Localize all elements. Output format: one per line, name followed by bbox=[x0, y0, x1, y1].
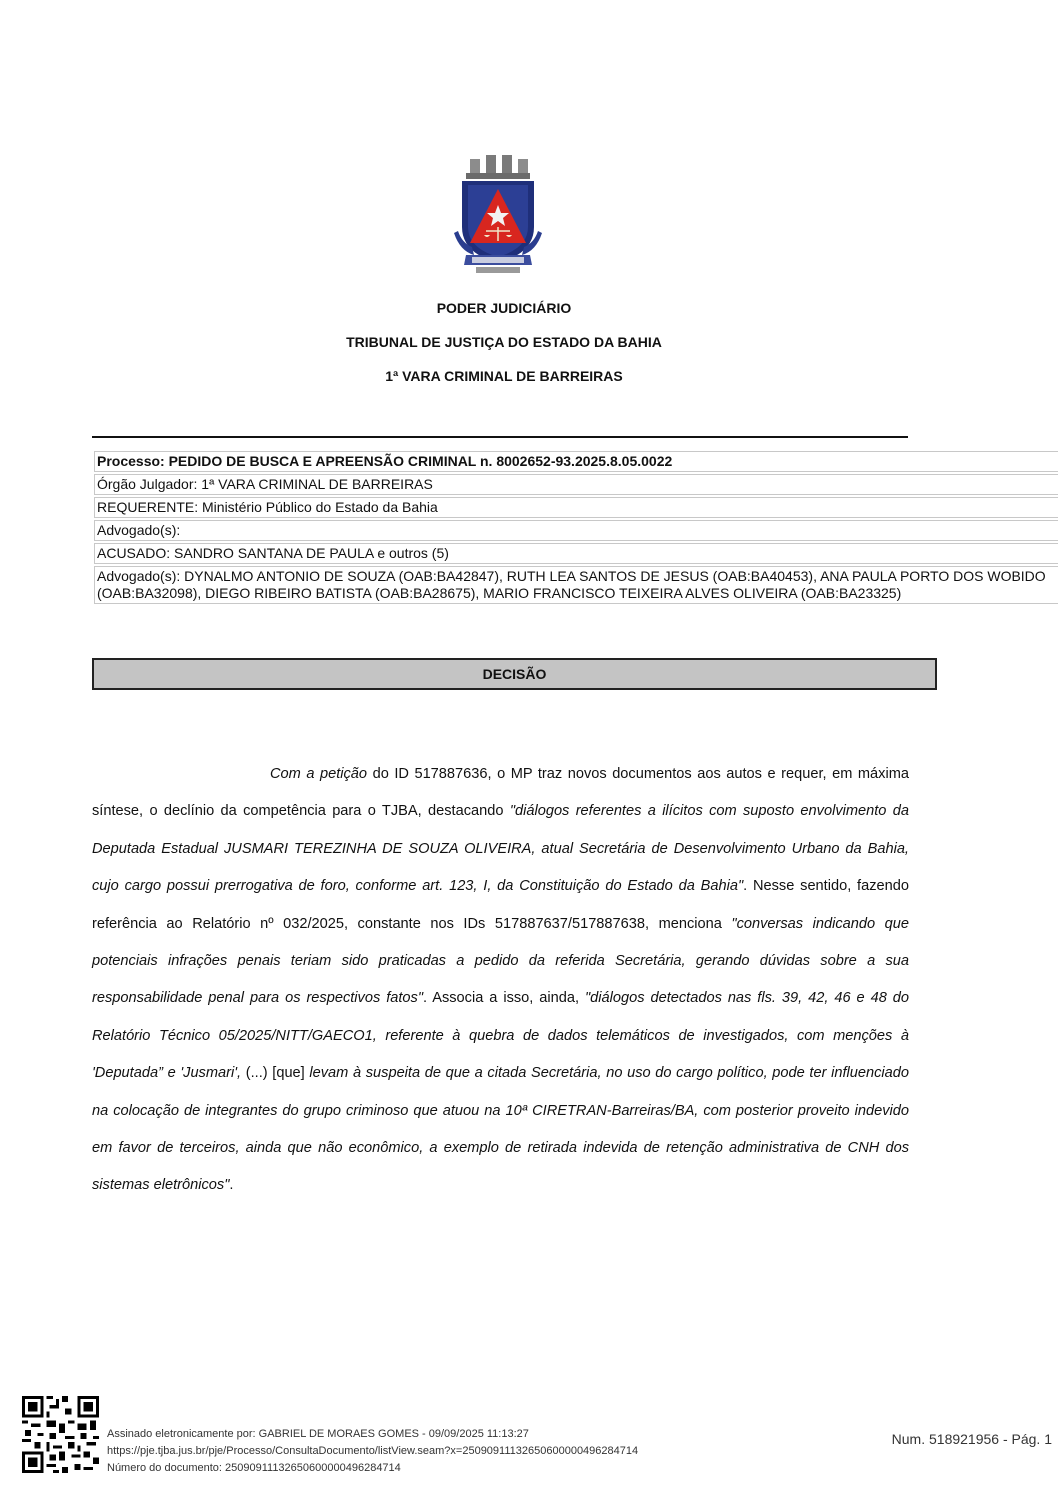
accused-lawyers: Advogado(s): DYNALMO ANTONIO DE SOUZA (OAB:BA42847), RUTH LEA SANTOS DE JESUS (OAB:BA40453), ANA PAULA PORTO DOS WOBIDO (OAB:BA32098), DIEGO RIBEIRO BATISTA (OAB:BA28675), MARIO FRANCISCO TEIXEIRA ALVES OLIVEIRA (OAB:BA23325) bbox=[94, 566, 1058, 604]
petitioner-lawyers: Advogado(s): bbox=[94, 520, 1058, 541]
body-quote: levam à suspeita de que a citada Secretária, no uso do cargo político, pode ter influenciado na colocação de integrantes do grupo criminoso que atuou na 10ª CIRETRAN-Barreiras/BA, com posterior proveito indevido em favor de terceiros, ainda que não econômico, a exemplo de retirada indevida de retenção administrativa de CNH dos sistemas eletrônicos" bbox=[92, 1065, 909, 1194]
body-quote: "conversas indicando que potenciais infrações penais teriam sido praticadas a pedido da referida Secretária, gerando dúvidas sobre a sua responsabilidade penal para os respectivos fatos" bbox=[92, 915, 909, 1007]
court-heading-power: PODER JUDICIÁRIO bbox=[436, 300, 572, 316]
body-segment: Com a petição bbox=[270, 766, 368, 782]
signed-by: Assinado eletronicamente por: GABRIEL DE MORAES GOMES - 09/09/2025 11:13:27 bbox=[107, 1428, 529, 1440]
coat-of-arms-emblem bbox=[452, 155, 544, 280]
body-segment: . bbox=[229, 1177, 234, 1194]
process-number: Processo: PEDIDO DE BUSCA E APREENSÃO CRIMINAL n. 8002652-93.2025.8.05.0022 bbox=[94, 451, 1058, 472]
accused: ACUSADO: SANDRO SANTANA DE PAULA e outros (5) bbox=[94, 543, 1058, 564]
page-number: Num. 518921956 - Pág. 1 bbox=[891, 1431, 1052, 1447]
signature-block bbox=[107, 1426, 638, 1477]
body-segment: (...) [que] bbox=[241, 1065, 310, 1082]
decision-title: DECISÃO bbox=[92, 658, 937, 690]
court-heading-tribunal: TRIBUNAL DE JUSTIÇA DO ESTADO DA BAHIA bbox=[346, 334, 662, 350]
judging-body: Órgão Julgador: 1ª VARA CRIMINAL DE BARREIRAS bbox=[94, 474, 1058, 495]
petitioner: REQUERENTE: Ministério Público do Estado da Bahia bbox=[94, 497, 1058, 518]
body-segment: do ID 517887636, o MP traz novos documentos aos autos e requer, em máxima síntese, o declínio da competência para o TJBA, destacando bbox=[92, 766, 909, 820]
court-heading-vara: 1ª VARA CRIMINAL DE BARREIRAS bbox=[385, 368, 623, 384]
body-segment: . Nesse sentido, fazendo referência ao Relatório nº 032/2025, constante nos IDs 517887637/517887638, menciona bbox=[92, 878, 909, 932]
body-quote: "diálogos referentes a ilícitos com suposto envolvimento da Deputada Estadual JUSMARI TEREZINHA DE SOUZA OLIVEIRA, atual Secretária de Desenvolvimento Urbano da Bahia, cujo cargo possui prerrogativa de foro, conforme art. 123, I, da Constituição do Estado da Bahia" bbox=[92, 803, 909, 895]
qr-code-icon bbox=[22, 1396, 99, 1473]
document-number: Número do documento: 25090911132650600000496284714 bbox=[107, 1462, 401, 1474]
verification-url[interactable]: https://pje.tjba.jus.br/pje/Processo/ConsultaDocumento/listView.seam?x=25090911132650600000496284714 bbox=[107, 1445, 639, 1457]
header-divider bbox=[92, 436, 908, 438]
body-quote: "diálogos detectados nas fls. 39, 42, 46 e 48 do Relatório Técnico 05/2025/NITT/GAECO1, referente à quebra de dados telemáticos de investigados, com menções à 'Deputada” e 'Jusmari', bbox=[92, 990, 909, 1082]
process-info-table bbox=[94, 451, 1058, 606]
body-segment: . Associa a isso, ainda, bbox=[423, 990, 585, 1007]
decision-body-paragraph bbox=[92, 756, 909, 1205]
